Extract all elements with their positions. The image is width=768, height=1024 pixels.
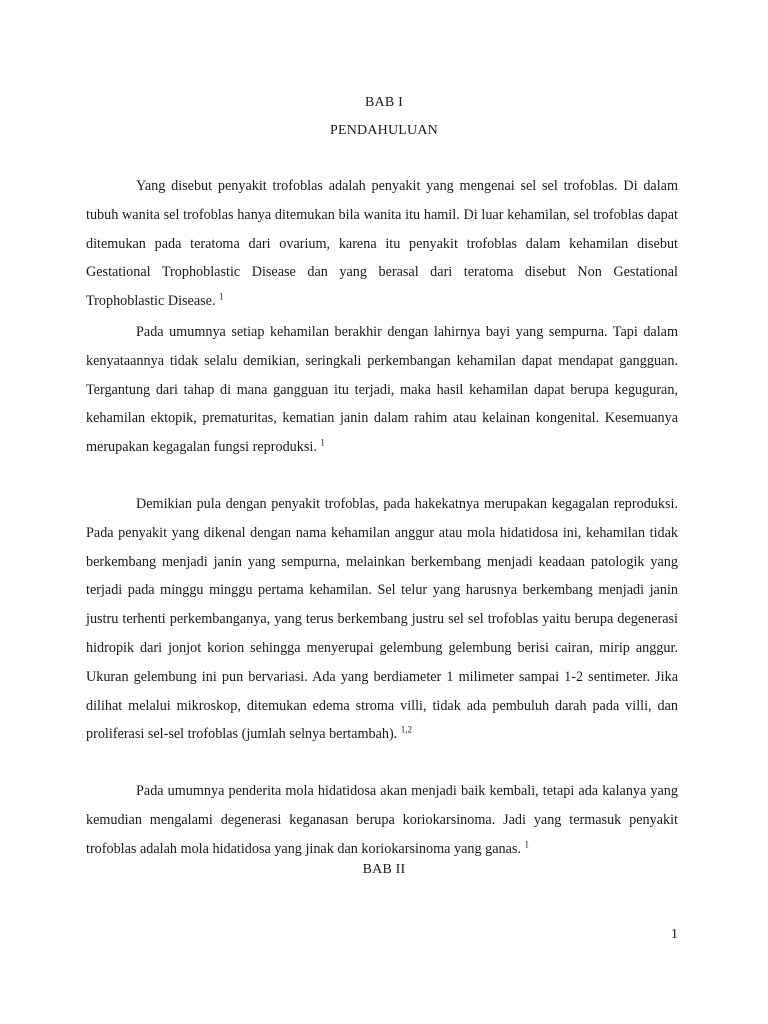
reference-marker: 1: [320, 437, 325, 448]
reference-marker: 1,2: [400, 724, 413, 735]
paragraph-text: Demikian pula dengan penyakit trofoblas, pada hakekatnya merupakan kegagalan reproduksi. Pada penyakit yang dikenal dengan nama kehamilan anggur atau mola hidatidosa ini, kehamilan tidak berkembang menjadi janin yang sempurna, melainkan berkembang menjadi keadaan patologik yang terjadi pada minggu minggu pertama kehamilan. Sel telur yang harusnya berkembang menjadi janin justru terhenti perkembanganya, yang terus berkembang justru sel sel trofoblas yaitu berupa degenerasi hidropik dari jonjot korion sehingga menyerupai gelembung gelembung berisi cairan, mirip anggur. Ukuran gelembung ini pun bervariasi. Ada yang berdiameter 1 milimeter sampai 1-2 sentimeter. Jika dilihat melalui mikroskop, ditemukan edema stroma villi, tidak ada pembuluh darah pada villi, dan proliferasi sel-sel trofoblas (jumlah selnya bertambah).: [86, 495, 678, 743]
paragraph: [86, 777, 678, 863]
page-number: 1: [671, 927, 678, 942]
chapter-heading: BAB I: [365, 95, 403, 110]
paragraph-text: Pada umumnya setiap kehamilan berakhir dengan lahirnya bayi yang sempurna. Tapi dalam kenyataannya tidak selalu demikian, seringkali perkembangan kehamilan dapat mendapat gangguan. Tergantung dari tahap di mana gangguan itu terjadi, maka hasil kehamilan dapat berupa keguguran, kehamilan ektopik, prematuritas, kematian janin dalam rahim atau kelainan kongenital. Kesemuanya merupakan kegagalan fungsi reproduksi.: [86, 323, 678, 456]
paragraph-text: Pada umumnya penderita mola hidatidosa akan menjadi baik kembali, tetapi ada kalanya yang kemudian mengalami degenerasi keganasan berupa koriokarsinoma. Jadi yang termasuk penyakit trofoblas adalah mola hidatidosa yang jinak dan koriokarsinoma yang ganas.: [86, 783, 678, 857]
paragraph: [86, 490, 678, 749]
paragraph-text: Yang disebut penyakit trofoblas adalah penyakit yang mengenai sel sel trofoblas. Di dalam tubuh wanita sel trofoblas hanya ditemukan bila wanita itu hamil. Di luar kehamilan, sel trofoblas dapat ditemukan pada teratoma dari ovarium, karena itu penyakit trofoblas dalam kehamilan disebut Gestational Trophoblastic Disease dan yang berasal dari teratoma disebut Non Gestational Trophoblastic Disease.: [86, 178, 678, 310]
reference-marker: 1: [524, 839, 530, 849]
body-text: [86, 172, 678, 864]
chapter-title: PENDAHULUAN: [330, 123, 438, 138]
paragraph: [86, 318, 678, 462]
paragraph: [86, 172, 678, 316]
reference-marker: 1: [219, 291, 224, 302]
chapter-2-heading: BAB II: [362, 862, 406, 877]
